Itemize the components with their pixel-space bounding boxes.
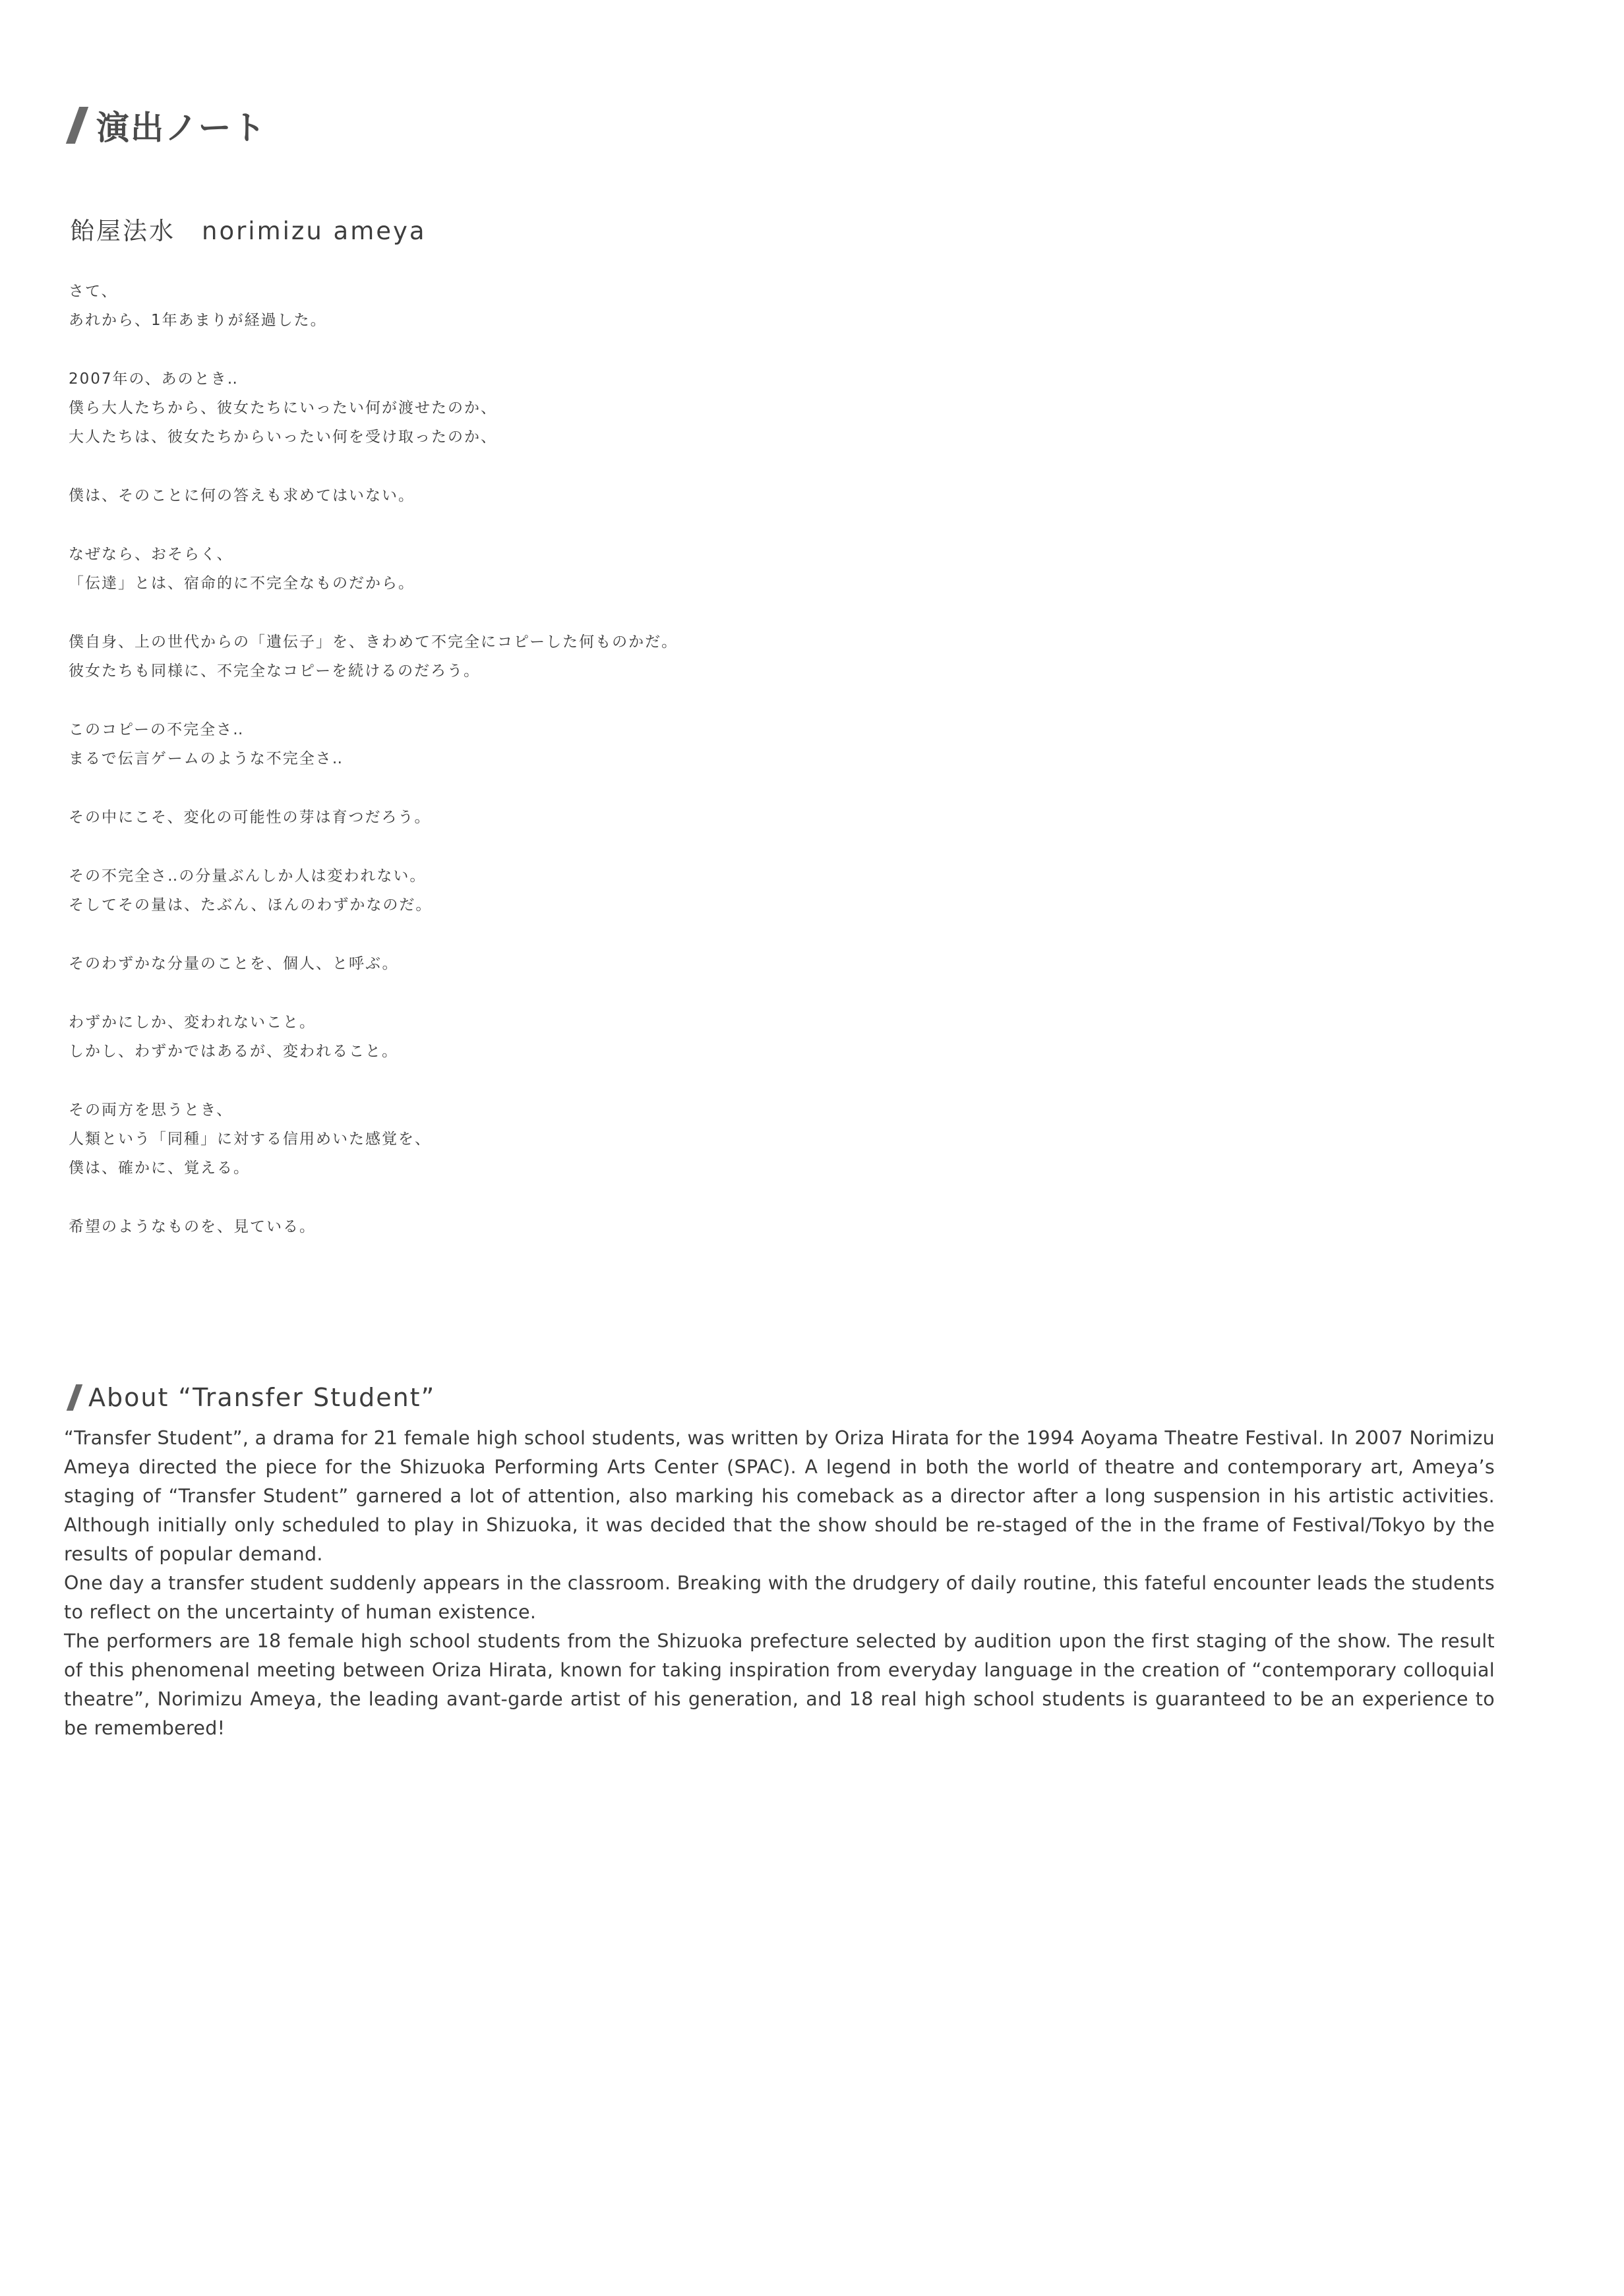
about-paragraph: One day a transfer student suddenly appears in the classroom. Breaking with the drudgery of daily routine, this fateful encounter leads the students to reflect on the uncertainty of human existence.	[64, 1572, 1495, 1623]
about-body	[64, 1424, 1495, 1743]
poem-stanza	[69, 949, 860, 978]
poem-stanza	[69, 715, 860, 773]
poem-line: 人類という「同種」に対する信用めいた感覚を、	[69, 1131, 431, 1148]
about-paragraph: The performers are 18 female high school students from the Shizuoka prefecture selected by audition upon the first staging of the show. The result of this phenomenal meeting between Oriza Hirata, known for taking inspiration from everyday language in the creation of “contemporary colloquial theatre”, Norimizu Ameya, the leading avant-garde artist of his generation, and 18 real high school students is guaranteed to be an experience to be remembered!	[64, 1630, 1495, 1739]
poem-stanza	[69, 862, 860, 920]
author-name-en: norimizu ameya	[202, 217, 427, 245]
poem-line: 希望のようなものを、見ている。	[69, 1218, 316, 1235]
poem-line: しかし、わずかではあるが、変われること。	[69, 1043, 398, 1060]
about-heading	[71, 1378, 435, 1417]
poem-stanza	[69, 277, 860, 335]
about-title: About “Transfer Student”	[88, 1383, 436, 1412]
poem-line: このコピーの不完全さ‥	[69, 721, 245, 738]
poem-line: その不完全さ‥の分量ぶんしか人は変われない。	[69, 868, 427, 885]
poem-line: 僕自身、上の世代からの「遺伝子」を、きわめて不完全にコピーした何ものかだ。	[69, 633, 678, 651]
poem-line: その両方を思うとき、	[69, 1102, 233, 1119]
poem-stanza	[69, 803, 860, 832]
poem-line: 僕は、そのことに何の答えも求めてはいない。	[69, 487, 415, 504]
author-line	[70, 211, 427, 247]
poem-line: そしてその量は、たぶん、ほんのわずかなのだ。	[69, 897, 433, 914]
poem-line: その中にこそ、変化の可能性の芽は育つだろう。	[69, 809, 431, 826]
poem-stanza	[69, 1212, 860, 1241]
poem-line: あれから、1年あまりが経過した。	[69, 312, 327, 329]
author-name-jp: 飴屋法水	[70, 217, 175, 245]
poem-stanza	[69, 1096, 860, 1183]
poem-line: 彼女たちも同様に、不完全なコピーを続けるのだろう。	[69, 662, 481, 680]
notes-title: 演出ノート	[96, 109, 267, 147]
poem-stanza	[69, 1008, 860, 1066]
poem-line: 僕ら大人たちから、彼女たちにいったい何が渡せたのか、	[69, 399, 497, 417]
poem-stanza	[69, 540, 860, 598]
poem-stanza	[69, 481, 860, 510]
slash-mark-icon	[67, 1384, 83, 1411]
about-paragraph: “Transfer Student”, a drama for 21 female high school students, was written by Oriza Hirata for the 1994 Aoyama Theatre Festival. In 2007 Norimizu Ameya directed the piece for the Shizuoka Performing Arts Center (SPAC). A legend in both the world of theatre and contemporary art, Ameya’s staging of “Transfer Student” garnered a lot of attention, also marking his comeback as a director after a long suspension in his artistic activities. Although initially only scheduled to play in Shizuoka, it was decided that the show should be re-staged of the in the frame of Festival/Tokyo by the results of popular demand.	[64, 1427, 1495, 1565]
poem-line: そのわずかな分量のことを、個人、と呼ぶ。	[69, 955, 399, 972]
poem-line: さて、	[69, 283, 118, 300]
poem-line: わずかにしか、変われないこと。	[69, 1014, 316, 1031]
poem-stanza	[69, 628, 860, 686]
poem-line: 僕は、確かに、覚える。	[69, 1160, 250, 1177]
poem-line: まるで伝言ゲームのような不完全さ‥	[69, 750, 344, 767]
poem-line: 大人たちは、彼女たちからいったい何を受け取ったのか、	[69, 428, 497, 446]
poem-line: 「伝達」とは、宿命的に不完全なものだから。	[69, 575, 415, 592]
poem-line: なぜなら、おそらく、	[69, 546, 233, 563]
poem-line: 2007年の、あのとき‥	[69, 370, 239, 388]
notes-heading	[73, 99, 267, 152]
slash-mark-icon	[66, 107, 88, 144]
poem-stanza	[69, 365, 860, 452]
director-notes-text	[69, 277, 860, 1271]
